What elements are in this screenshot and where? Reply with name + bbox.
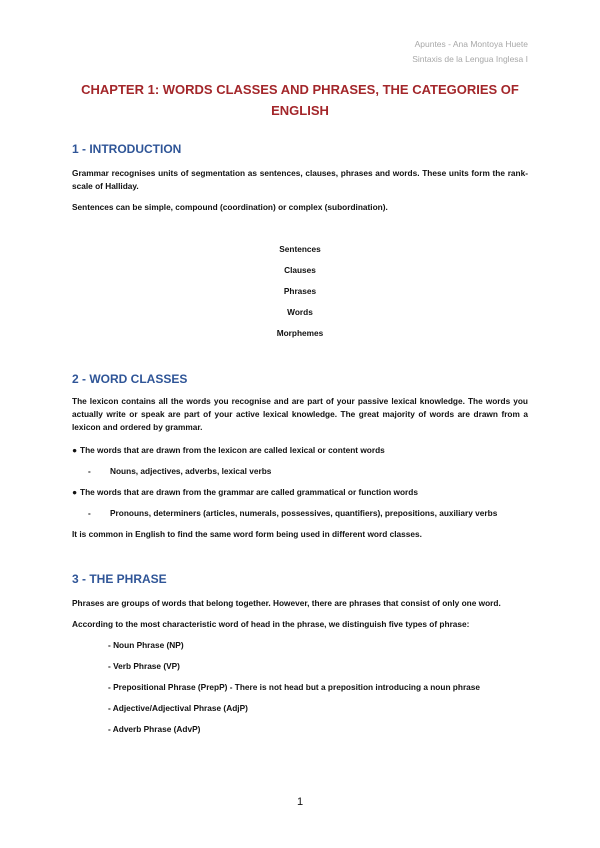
lexicon-paragraph: The lexicon contains all the words you recognise and are part of your passive lexical knowledge. The words you actually write or speak are part of your active lexical knowledge. The great majority of words are drawn from a lexicon and ordered by grammar. [72, 396, 528, 432]
bullet-icon: ● [72, 487, 78, 497]
bullet-lexical-words [72, 445, 528, 455]
dash-icon: - [88, 466, 91, 476]
phrase-type-np: - Noun Phrase (NP) [108, 640, 184, 650]
sub-item-function-text: Pronouns, determiners (articles, numerals, possessives, quantifiers), prepositions, auxiliary verbs [110, 508, 498, 518]
phrase-types-paragraph: According to the most characteristic word of head in the phrase, we distinguish five types of phrase: [72, 619, 470, 629]
running-header [412, 37, 528, 67]
hierarchy-item-clauses: Clauses [284, 265, 316, 275]
phrase-definition-paragraph: Phrases are groups of words that belong together. However, there are phrases that consist of only one word. [72, 598, 501, 608]
phrase-type-prepp: - Prepositional Phrase (PrepP) - There is not head but a preposition introducing a noun phrase [108, 682, 481, 692]
hierarchy-item-sentences: Sentences [279, 244, 321, 254]
section-heading-introduction: 1 - INTRODUCTION [72, 142, 182, 156]
phrase-type-vp: - Verb Phrase (VP) [108, 661, 180, 671]
intro-paragraph: Grammar recognises units of segmentation as sentences, clauses, phrases and words. These units form the rank-scale of Halliday. [72, 168, 528, 191]
header-author: Apuntes - Ana Montoya Huete [414, 39, 528, 49]
bullet-function-text: The words that are drawn from the grammar are called grammatical or function words [80, 487, 418, 497]
section-heading-phrase: 3 - THE PHRASE [72, 572, 167, 586]
header-subject: Sintaxis de la Lengua Inglesa I [412, 54, 528, 64]
page-number: 1 [296, 796, 304, 808]
sub-item-lexical-text: Nouns, adjectives, adverbs, lexical verbs [110, 466, 272, 476]
phrase-type-advp: - Adverb Phrase (AdvP) [108, 724, 201, 734]
hierarchy-item-phrases: Phrases [283, 286, 317, 296]
phrase-type-adjp: - Adjective/Adjectival Phrase (AdjP) [108, 703, 248, 713]
word-form-paragraph: It is common in English to find the same word form being used in different word classes. [72, 529, 422, 539]
sub-item-function-examples [88, 508, 528, 518]
sub-item-lexical-examples [88, 466, 528, 476]
chapter-title: CHAPTER 1: WORDS CLASSES AND PHRASES, THE CATEGORIES OF ENGLISH [81, 82, 519, 118]
bullet-lexical-text: The words that are drawn from the lexicon are called lexical or content words [80, 445, 385, 455]
sentence-types-paragraph: Sentences can be simple, compound (coordination) or complex (subordination). [72, 202, 388, 212]
hierarchy-item-words: Words [287, 307, 313, 317]
section-heading-word-classes: 2 - WORD CLASSES [72, 372, 188, 386]
bullet-function-words [72, 487, 528, 497]
bullet-icon: ● [72, 445, 78, 455]
dash-icon: - [88, 508, 91, 518]
hierarchy-item-morphemes: Morphemes [276, 328, 324, 338]
